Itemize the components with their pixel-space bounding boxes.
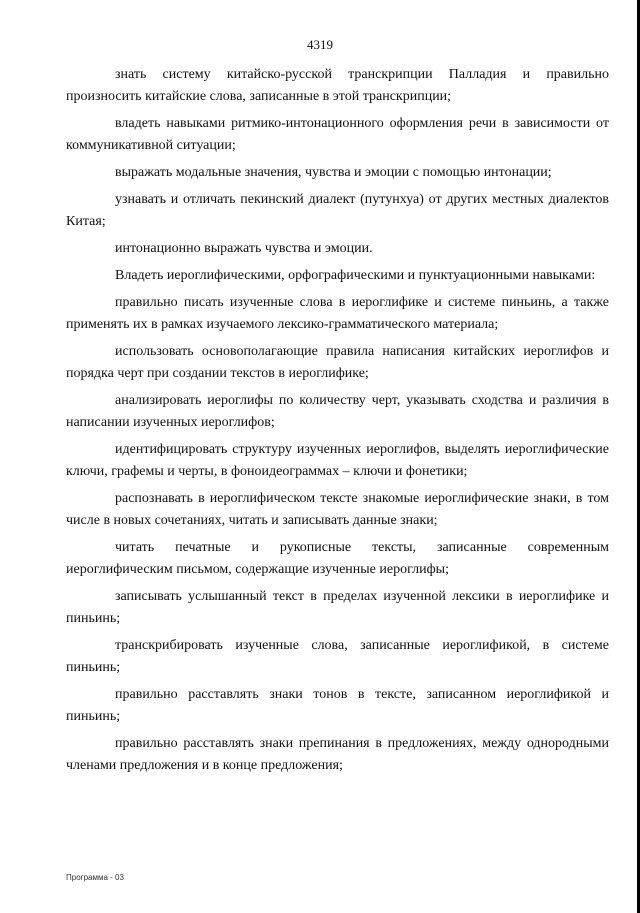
document-body — [66, 64, 609, 782]
paragraph-intonation-emotions: интонационно выражать чувства и эмоции. — [115, 241, 373, 256]
paragraph-putonghua-dialect: узнавать и отличать пекинский диалект (путунхуа) от других местных диалектов Китая; — [66, 192, 609, 229]
paragraph-read-texts: читать печатные и рукописные тексты, записанные современным иероглифическим письмом, содержащие изученные иероглифы; — [66, 540, 609, 577]
page-number: 4319 — [307, 37, 333, 52]
paragraph-dictation: записывать услышанный текст в пределах изученной лексики в иероглифике и пиньинь; — [66, 589, 609, 626]
page-footer: Программа - 03 — [66, 873, 124, 882]
paragraph-hieroglyphic-skills-heading: Владеть иероглифическими, орфографическими и пунктуационными навыками: — [115, 268, 596, 283]
paragraph-rhythm-intonation: владеть навыками ритмико-интонационного оформления речи в зависимости от коммуникативной ситуации; — [66, 116, 609, 153]
paragraph-writing-rules: использовать основополагающие правила написания китайских иероглифов и порядка черт при создании текстов в иероглифике; — [66, 344, 609, 381]
paragraph-transcribe-pinyin: транскрибировать изученные слова, записанные иероглификой, в системе пиньинь; — [66, 638, 609, 675]
paragraph-analyze-strokes: анализировать иероглифы по количеству черт, указывать сходства и различия в написании изученных иероглифов; — [66, 393, 609, 430]
paragraph-identify-structure: идентифицировать структуру изученных иероглифов, выделять иероглифические ключи, графемы и черты, в фоноидеограммах – ключи и фонетики; — [66, 442, 609, 479]
paragraph-modal-meanings: выражать модальные значения, чувства и эмоции с помощью интонации; — [115, 165, 552, 180]
paragraph-write-words-pinyin: правильно писать изученные слова в иероглифике и системе пиньинь, а также применять их в рамках изучаемого лексико-грамматического материала; — [66, 295, 609, 332]
paragraph-palladius-transcription: знать систему китайско-русской транскрипции Палладия и правильно произносить китайские слова, записанные в этой транскрипции; — [66, 67, 609, 104]
paragraph-recognize-characters: распознавать в иероглифическом тексте знакомые иероглифические знаки, в том числе в новых сочетаниях, читать и записывать данные знаки; — [66, 491, 609, 528]
paragraph-tone-marks: правильно расставлять знаки тонов в тексте, записанном иероглификой и пиньинь; — [66, 687, 609, 724]
paragraph-punctuation: правильно расставлять знаки препинания в предложениях, между однородными членами предложения и в конце предложения; — [66, 736, 609, 773]
